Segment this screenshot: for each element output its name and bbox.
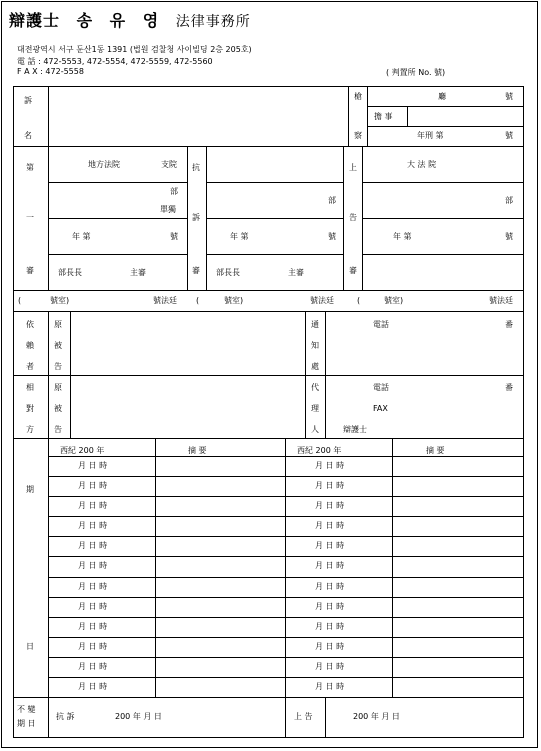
schedule-row-date-right: 月 日 時 <box>315 662 345 671</box>
branch-court: 支院 <box>161 160 177 169</box>
agent-label-2: 理 <box>311 404 319 413</box>
room1-open: ( <box>18 296 22 305</box>
schedule-row-date-left: 月 日 時 <box>78 642 108 651</box>
case-name-label-2: 名 <box>24 131 32 140</box>
schedule-row-date-right: 月 日 時 <box>315 642 345 651</box>
schedule-row-divider <box>48 496 524 497</box>
office-name <box>9 8 261 31</box>
dept-label: 擔 事 <box>374 112 393 121</box>
schedule-row-date-right: 月 日 時 <box>315 602 345 611</box>
appeal-label-3: 審 <box>192 266 200 275</box>
schedule-row-divider <box>48 476 524 477</box>
office-fax: F A X : 472-5558 <box>17 67 84 76</box>
schedule-row-divider <box>48 677 524 678</box>
agent-lawyer-label: 辯護士 <box>343 425 367 434</box>
schedule-row-date-right: 月 日 時 <box>315 481 345 490</box>
schedule-row-date-right: 月 日 時 <box>315 521 345 530</box>
lawyer-name-1: 송 <box>76 11 94 30</box>
lawyer-name-2: 유 <box>109 11 127 30</box>
room3-open: ( <box>357 296 361 305</box>
col2-year: 年 第 <box>230 232 249 241</box>
col1-judge: 部長長 <box>58 268 82 277</box>
schedule-row-divider <box>48 657 524 658</box>
schedule-row-divider <box>48 536 524 537</box>
court3: 號法廷 <box>489 296 513 305</box>
agent-fax-label: FAX <box>373 404 388 413</box>
court1: 號法廷 <box>153 296 177 305</box>
supreme-label-1: 上 <box>349 163 357 172</box>
lawyer-name-3: 영 <box>142 11 160 30</box>
schedule-row-date-right: 月 日 時 <box>315 501 345 510</box>
notify-label-2: 知 <box>311 341 319 350</box>
office-title-prefix: 辯護士 <box>9 11 61 30</box>
schedule-row-divider <box>48 597 524 598</box>
schedule-row-date-left: 月 日 時 <box>78 582 108 591</box>
client-label-1: 依 <box>26 320 34 329</box>
agent-phone-label: 電話 <box>373 383 389 392</box>
appeal-date: 200 年 月 日 <box>115 712 162 721</box>
schedule-row-date-right: 月 日 時 <box>315 541 345 550</box>
schedule-row-divider <box>48 637 524 638</box>
schedule-side-label-bottom: 日 <box>26 642 34 651</box>
schedule-row-date-right: 月 日 時 <box>315 582 345 591</box>
schedule-row-date-right: 月 日 時 <box>315 682 345 691</box>
dept1-suffix: 部 <box>170 187 178 196</box>
first-instance-label-2: 一 <box>26 213 34 222</box>
case-name-label-1: 訴 <box>24 96 32 105</box>
dept1-single: 單獨 <box>160 205 176 214</box>
supreme-label-3: 審 <box>349 266 357 275</box>
client-label-2: 賴 <box>26 341 34 350</box>
agent-phone-suffix: 番 <box>505 383 513 392</box>
year-suffix: 號 <box>505 131 513 140</box>
schedule-row-divider <box>48 577 524 578</box>
schedule-row-date-left: 月 日 時 <box>78 602 108 611</box>
col1-num: 號 <box>170 232 178 241</box>
court2: 號法廷 <box>310 296 334 305</box>
fixed-date-label-1: 不 變 <box>17 705 36 714</box>
col3-year: 年 第 <box>393 232 412 241</box>
year-label: 年刑 第 <box>417 131 444 140</box>
prosecution-label-2: 察 <box>354 131 362 140</box>
schedule-row-divider <box>48 617 524 618</box>
fixed-date-label-2: 期 日 <box>17 719 36 728</box>
office-title-suffix: 法律事務所 <box>175 14 251 30</box>
schedule-row-divider <box>48 556 524 557</box>
client-label-3: 者 <box>26 362 34 371</box>
schedule-row-date-left: 月 日 時 <box>78 501 108 510</box>
col2-judge: 部長長 <box>216 268 240 277</box>
supreme-date: 200 年 月 日 <box>353 712 400 721</box>
first-instance-label-1: 第 <box>26 163 34 172</box>
client-sub-2: 被 <box>54 341 62 350</box>
agent-label-1: 代 <box>311 383 319 392</box>
notify-label-3: 處 <box>311 362 319 371</box>
prosecution-office-text: 廳 <box>438 92 446 101</box>
schedule-row-date-right: 月 日 時 <box>315 622 345 631</box>
case-num-suffix: 號 <box>505 92 513 101</box>
appeal-label-2: 訴 <box>192 213 200 222</box>
notify-phone-label: 電話 <box>373 320 389 329</box>
supreme-court: 大 法 院 <box>407 160 437 169</box>
schedule-header-note-right: 摘 要 <box>426 446 445 455</box>
opponent-sub-3: 告 <box>54 425 62 434</box>
form-table <box>13 86 524 738</box>
supreme-label-2: 告 <box>349 213 357 222</box>
col2-clerk: 主審 <box>288 268 304 277</box>
schedule-side-label-top: 期 <box>26 485 34 494</box>
opponent-sub-2: 被 <box>54 404 62 413</box>
schedule-row-date-left: 月 日 時 <box>78 541 108 550</box>
opponent-label-2: 對 <box>26 404 34 413</box>
room1: 號室) <box>50 296 70 305</box>
notify-label-1: 通 <box>311 320 319 329</box>
col1-year: 年 第 <box>72 232 91 241</box>
client-sub-1: 原 <box>54 320 62 329</box>
schedule-header-year-right: 西紀 200 年 <box>297 446 342 455</box>
col1-clerk: 主審 <box>130 268 146 277</box>
room2: 號室) <box>224 296 244 305</box>
prosecution-label-1: 槍 <box>354 92 362 101</box>
schedule-row-date-right: 月 日 時 <box>315 561 345 570</box>
schedule-row-divider <box>48 516 524 517</box>
agent-label-3: 人 <box>311 425 319 434</box>
schedule-row-date-left: 月 日 時 <box>78 461 108 470</box>
col3-num: 號 <box>505 232 513 241</box>
district-court: 地方法院 <box>88 160 120 169</box>
schedule-row-date-right: 月 日 時 <box>315 461 345 470</box>
dept2-suffix: 部 <box>328 196 336 205</box>
appeal-date-label: 抗 訴 <box>56 712 75 721</box>
appeal-label-1: 抗 <box>192 163 200 172</box>
opponent-label-3: 方 <box>26 425 34 434</box>
schedule-row-date-left: 月 日 時 <box>78 682 108 691</box>
schedule-row-date-left: 月 日 時 <box>78 622 108 631</box>
opponent-sub-1: 原 <box>54 383 62 392</box>
room3: 號室) <box>384 296 404 305</box>
col2-num: 號 <box>328 232 336 241</box>
schedule-row-date-left: 月 日 時 <box>78 662 108 671</box>
opponent-label-1: 相 <box>26 383 34 392</box>
schedule-row-date-left: 月 日 時 <box>78 561 108 570</box>
dept3-suffix: 部 <box>505 196 513 205</box>
room2-open: ( <box>196 296 200 305</box>
supreme-date-label: 上 告 <box>294 712 313 721</box>
schedule-header-year-left: 西紀 200 年 <box>60 446 105 455</box>
first-instance-label-3: 審 <box>26 266 34 275</box>
schedule-row-date-left: 月 日 時 <box>78 521 108 530</box>
office-phone: 電 話 : 472-5553, 472-5554, 472-5559, 472-5560 <box>17 57 213 66</box>
schedule-header-note-left: 摘 要 <box>188 446 207 455</box>
client-sub-3: 告 <box>54 362 62 371</box>
office-address: 대전광역시 서구 둔산1동 1391 (법원 검찰청 사이빌딩 2층 205호) <box>17 45 252 54</box>
notify-phone-suffix: 番 <box>505 320 513 329</box>
archive-number: ( 判置所 No. 號) <box>386 68 446 77</box>
schedule-row-date-left: 月 日 時 <box>78 481 108 490</box>
